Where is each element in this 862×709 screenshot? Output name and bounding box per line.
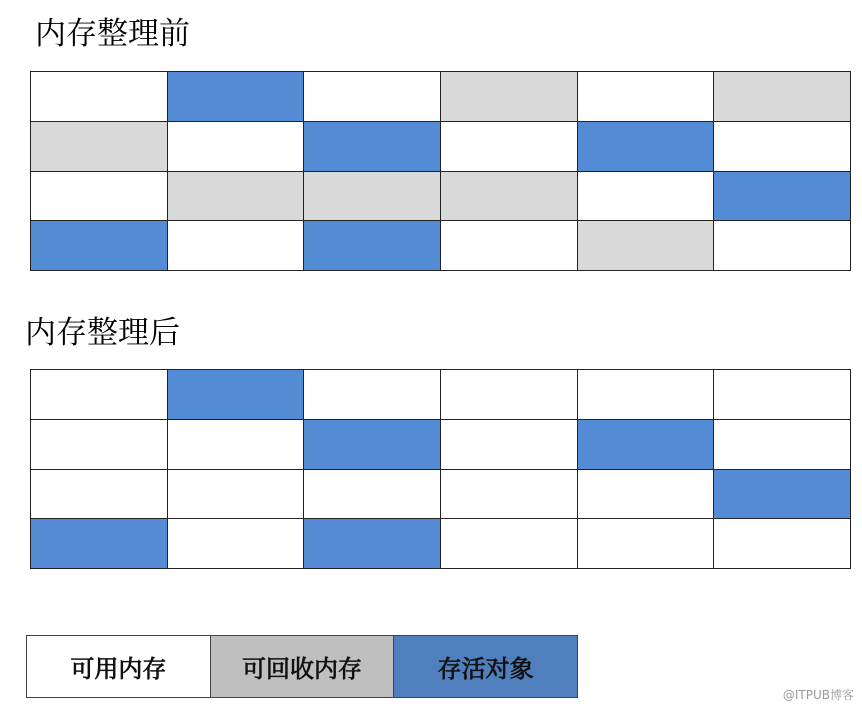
- after-cell-free: [31, 470, 168, 520]
- after-cell-free: [578, 519, 715, 569]
- before-cell-free: [304, 72, 441, 122]
- after-cell-free: [168, 420, 305, 470]
- before-cell-alive: [168, 72, 305, 122]
- before-cell-free: [441, 221, 578, 271]
- after-cell-free: [441, 420, 578, 470]
- after-cell-free: [31, 420, 168, 470]
- after-cell-free: [714, 420, 851, 470]
- after-cell-alive: [304, 420, 441, 470]
- memory-grid-before: [30, 71, 851, 271]
- before-cell-free: [714, 221, 851, 271]
- after-cell-alive: [31, 519, 168, 569]
- before-cell-reclaimable: [31, 122, 168, 172]
- title-after: 内存整理后: [25, 315, 180, 351]
- after-cell-free: [578, 470, 715, 520]
- after-cell-free: [304, 470, 441, 520]
- after-cell-free: [168, 470, 305, 520]
- legend: [26, 635, 578, 698]
- before-cell-alive: [714, 172, 851, 222]
- watermark: @ITPUB博客: [782, 688, 854, 702]
- before-cell-reclaimable: [578, 221, 715, 271]
- before-cell-free: [578, 172, 715, 222]
- after-cell-free: [441, 370, 578, 420]
- after-cell-free: [578, 370, 715, 420]
- after-cell-free: [168, 519, 305, 569]
- before-cell-free: [714, 122, 851, 172]
- legend-reclaimable: 可回收内存: [211, 636, 395, 697]
- after-cell-free: [304, 370, 441, 420]
- before-cell-reclaimable: [441, 72, 578, 122]
- memory-grid-after: [30, 369, 851, 569]
- before-cell-free: [441, 122, 578, 172]
- after-cell-free: [714, 370, 851, 420]
- before-cell-alive: [304, 221, 441, 271]
- before-cell-alive: [31, 221, 168, 271]
- before-cell-reclaimable: [304, 172, 441, 222]
- before-cell-free: [31, 172, 168, 222]
- before-cell-free: [168, 221, 305, 271]
- title-before: 内存整理前: [35, 16, 190, 52]
- after-cell-alive: [714, 470, 851, 520]
- before-cell-free: [168, 122, 305, 172]
- before-cell-reclaimable: [714, 72, 851, 122]
- legend-alive: 存活对象: [394, 636, 577, 697]
- after-cell-alive: [168, 370, 305, 420]
- before-cell-reclaimable: [441, 172, 578, 222]
- after-cell-alive: [578, 420, 715, 470]
- legend-free: 可用内存: [27, 636, 211, 697]
- before-cell-free: [578, 72, 715, 122]
- before-cell-alive: [578, 122, 715, 172]
- before-cell-alive: [304, 122, 441, 172]
- before-cell-reclaimable: [168, 172, 305, 222]
- after-cell-alive: [304, 519, 441, 569]
- after-cell-free: [714, 519, 851, 569]
- after-cell-free: [441, 519, 578, 569]
- before-cell-free: [31, 72, 168, 122]
- after-cell-free: [31, 370, 168, 420]
- after-cell-free: [441, 470, 578, 520]
